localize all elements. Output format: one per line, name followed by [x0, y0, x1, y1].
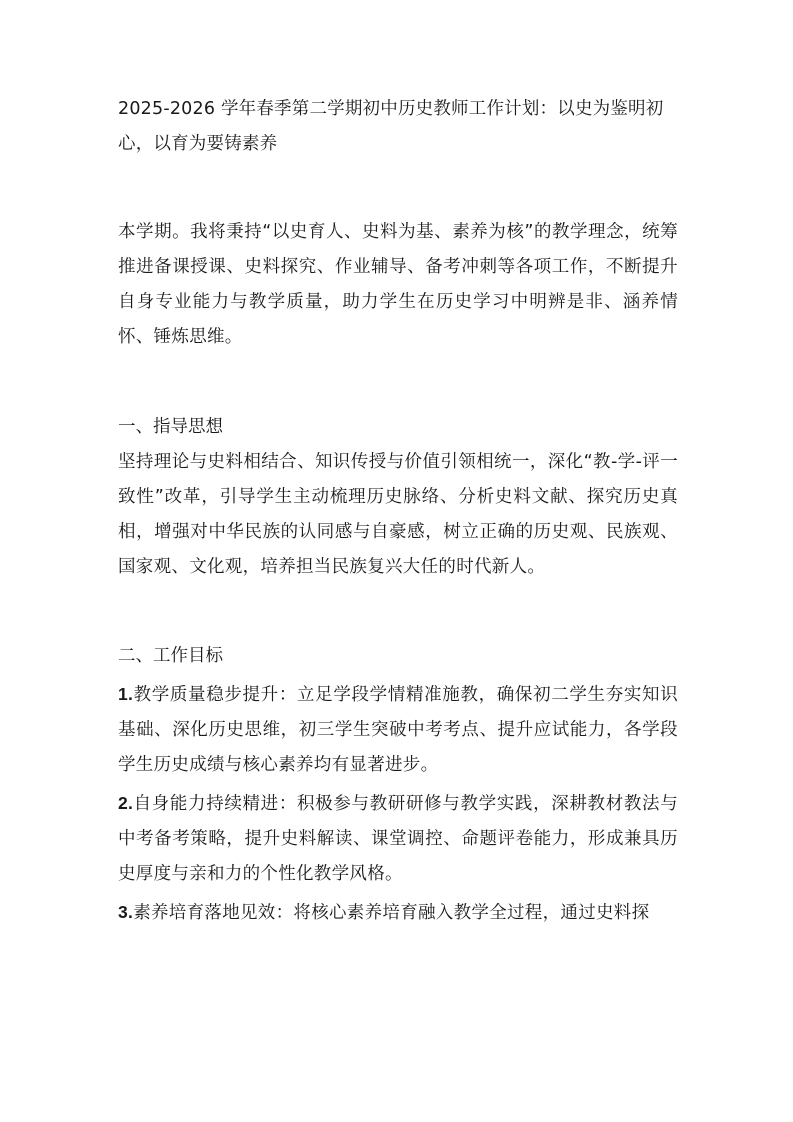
goal-text: 素养培育落地见效：将核心素养培育融入教学全过程，通过史料探	[133, 903, 650, 923]
goal-item-3	[118, 895, 678, 931]
goal-text: 自身能力持续精进：积极参与教研研修与教学实践，深耕教材教法与中考备考策略，提升史料解读、课堂调控、命题评卷能力，形成兼具历史厚度与亲和力的个性化教学风格。	[118, 794, 678, 884]
goal-number: 2.	[118, 793, 134, 813]
section-heading-guiding-ideology: 一、指导思想	[118, 417, 223, 437]
goal-number: 3.	[118, 902, 134, 922]
intro-paragraph: 本学期。我将秉持“以史育人、史料为基、素养为核”的教学理念，统筹推进备课授课、史料探究、作业辅导、备考冲刺等各项工作，不断提升自身专业能力与教学质量，助力学生在历史学习中明辨是非、涵养情怀、锤炼思维。	[118, 222, 678, 347]
goal-text: 教学质量稳步提升：立足学段学情精准施教，确保初二学生夯实知识基础、深化历史思维，初三学生突破中考考点、提升应试能力，各学段学生历史成绩与核心素养均有显著进步。	[118, 685, 678, 775]
goal-item-1	[118, 677, 678, 783]
goal-number: 1.	[118, 684, 134, 704]
goal-item-2	[118, 786, 678, 892]
guiding-ideology-paragraph: 坚持理论与史料相结合、知识传授与价值引领相统一，深化“教-学-评一致性”改革，引导学生主动梳理历史脉络、分析史料文献、探究历史真相，增强对中华民族的认同感与自豪感，树立正确的历史观、民族观、国家观、文化观，培养担当民族复兴大任的时代新人。	[118, 452, 678, 577]
document-title: 2025-2026 学年春季第二学期初中历史教师工作计划：以史为鉴明初心，以育为要铸素养	[118, 99, 664, 154]
document-page	[118, 92, 678, 931]
section-heading-work-goals: 二、工作目标	[118, 646, 223, 666]
